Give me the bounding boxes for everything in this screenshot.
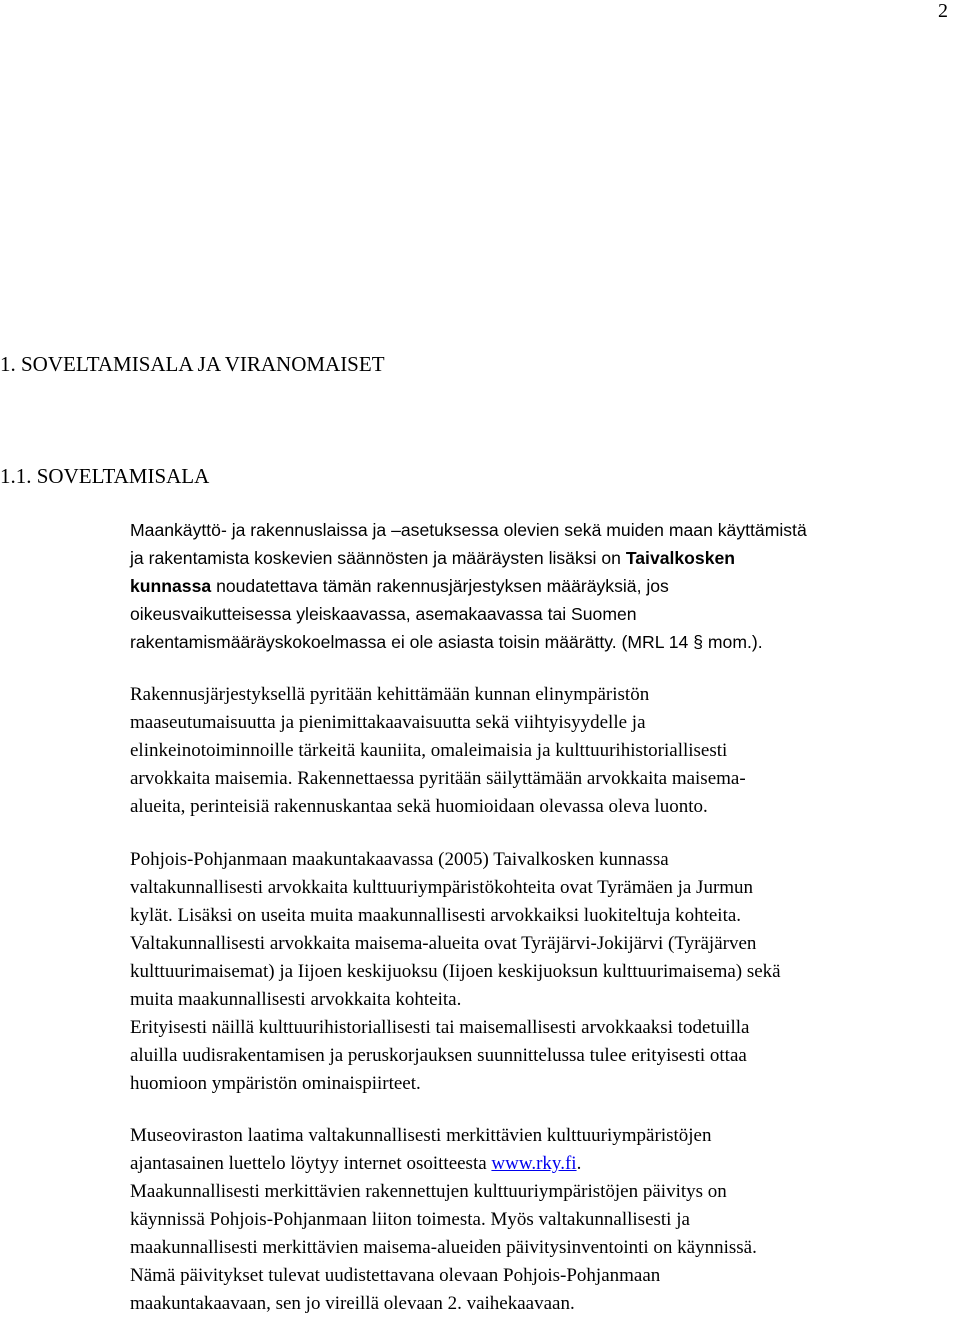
text-line: käynnissä Pohjois-Pohjanmaan liiton toimesta. Myös valtakunnallisesti ja bbox=[130, 1209, 690, 1230]
text-line: alueita, perinteisiä rakennuskantaa sekä huomioidaan olevassa oleva luonto. bbox=[130, 796, 708, 817]
text-line: Nämä päivitykset tulevat uudistettavana olevaan Pohjois-Pohjanmaan bbox=[130, 1265, 661, 1286]
text-line: maakuntakaavaan, sen jo vireillä olevaan 2. vaihekaavaan. bbox=[130, 1293, 575, 1314]
text-fragment: ja rakentamista koskevien säännösten ja määräysten lisäksi on bbox=[130, 548, 621, 568]
text-line bbox=[130, 572, 930, 600]
text-line bbox=[130, 544, 930, 572]
section-heading: 1. SOVELTAMISALA JA VIRANOMAISET bbox=[0, 352, 385, 376]
page-number: 2 bbox=[938, 0, 948, 22]
text-line: kylät. Lisäksi on useita muita maakunnallisesti arvokkaiksi luokiteltuja kohteita. bbox=[130, 905, 742, 926]
text-line: Rakennusjärjestyksellä pyritään kehittämään kunnan elinympäristön bbox=[130, 684, 650, 705]
text-line: rakentamismääräyskokoelmassa ei ole asiasta toisin määrätty. (MRL 14 § mom.). bbox=[130, 632, 763, 652]
paragraph-scope bbox=[130, 516, 930, 656]
text-line: Erityisesti näillä kulttuurihistoriallisesti tai maisemallisesti arvokkaaksi todetuilla bbox=[130, 1017, 750, 1038]
text-line: muita maakunnallisesti arvokkaita kohteita. bbox=[130, 989, 462, 1010]
subsection-heading: 1.1. SOVELTAMISALA bbox=[0, 464, 210, 488]
paragraph-regional-plan bbox=[130, 846, 930, 1098]
text-line: maakunnallisesti merkittävien maisema-alueiden päivitysinventointi on käynnissä. bbox=[130, 1237, 757, 1258]
text-fragment: . bbox=[576, 1153, 582, 1174]
text-fragment: ajantasainen luettelo löytyy internet osoitteesta bbox=[130, 1153, 487, 1174]
rky-link[interactable]: www.rky.fi bbox=[491, 1153, 577, 1174]
text-line: Museoviraston laatima valtakunnallisesti merkittävien kulttuuriympäristöjen bbox=[130, 1125, 712, 1146]
text-line: maaseutumaisuutta ja pienimittakaavaisuutta sekä viihtyisyydelle ja bbox=[130, 712, 646, 733]
text-line: Maakunnallisesti merkittävien rakennettujen kulttuuriympäristöjen päivitys on bbox=[130, 1181, 727, 1202]
text-line: kulttuurimaisemat) ja Iijoen keskijuoksu (Iijoen keskijuoksun kulttuurimaisema) sekä bbox=[130, 961, 781, 982]
text-line: aluilla uudisrakentamisen ja peruskorjauksen suunnittelussa tulee erityisesti ottaa bbox=[130, 1045, 747, 1066]
bold-text: kunnassa bbox=[130, 576, 212, 596]
paragraph-goals bbox=[130, 681, 930, 821]
text-line: oikeusvaikutteisessa yleiskaavassa, asemakaavassa tai Suomen bbox=[130, 604, 637, 624]
text-line: Valtakunnallisesti arvokkaita maisema-alueita ovat Tyräjärvi-Jokijärvi (Tyräjärven bbox=[130, 933, 757, 954]
text-line: huomioon ympäristön ominaispiirteet. bbox=[130, 1073, 421, 1094]
text-line: arvokkaita maisemia. Rakennettaessa pyritään säilyttämään arvokkaita maisema- bbox=[130, 768, 746, 789]
paragraph-inventory bbox=[130, 1122, 930, 1318]
text-line: elinkeinotoiminnoille tärkeitä kauniita, omaleimaisia ja kulttuurihistoriallisesti bbox=[130, 740, 728, 761]
text-line: Pohjois-Pohjanmaan maakuntakaavassa (2005) Taivalkosken kunnassa bbox=[130, 849, 669, 870]
bold-text: Taivalkosken bbox=[625, 548, 736, 568]
text-line: Maankäyttö- ja rakennuslaissa ja –asetuksessa olevien sekä muiden maan käyttämistä bbox=[130, 520, 807, 540]
text-fragment: noudatettava tämän rakennusjärjestyksen määräyksiä, jos bbox=[216, 576, 669, 596]
text-line bbox=[130, 1150, 930, 1178]
text-line: valtakunnallisesti arvokkaita kulttuuriympäristökohteita ovat Tyrämäen ja Jurmun bbox=[130, 877, 754, 898]
